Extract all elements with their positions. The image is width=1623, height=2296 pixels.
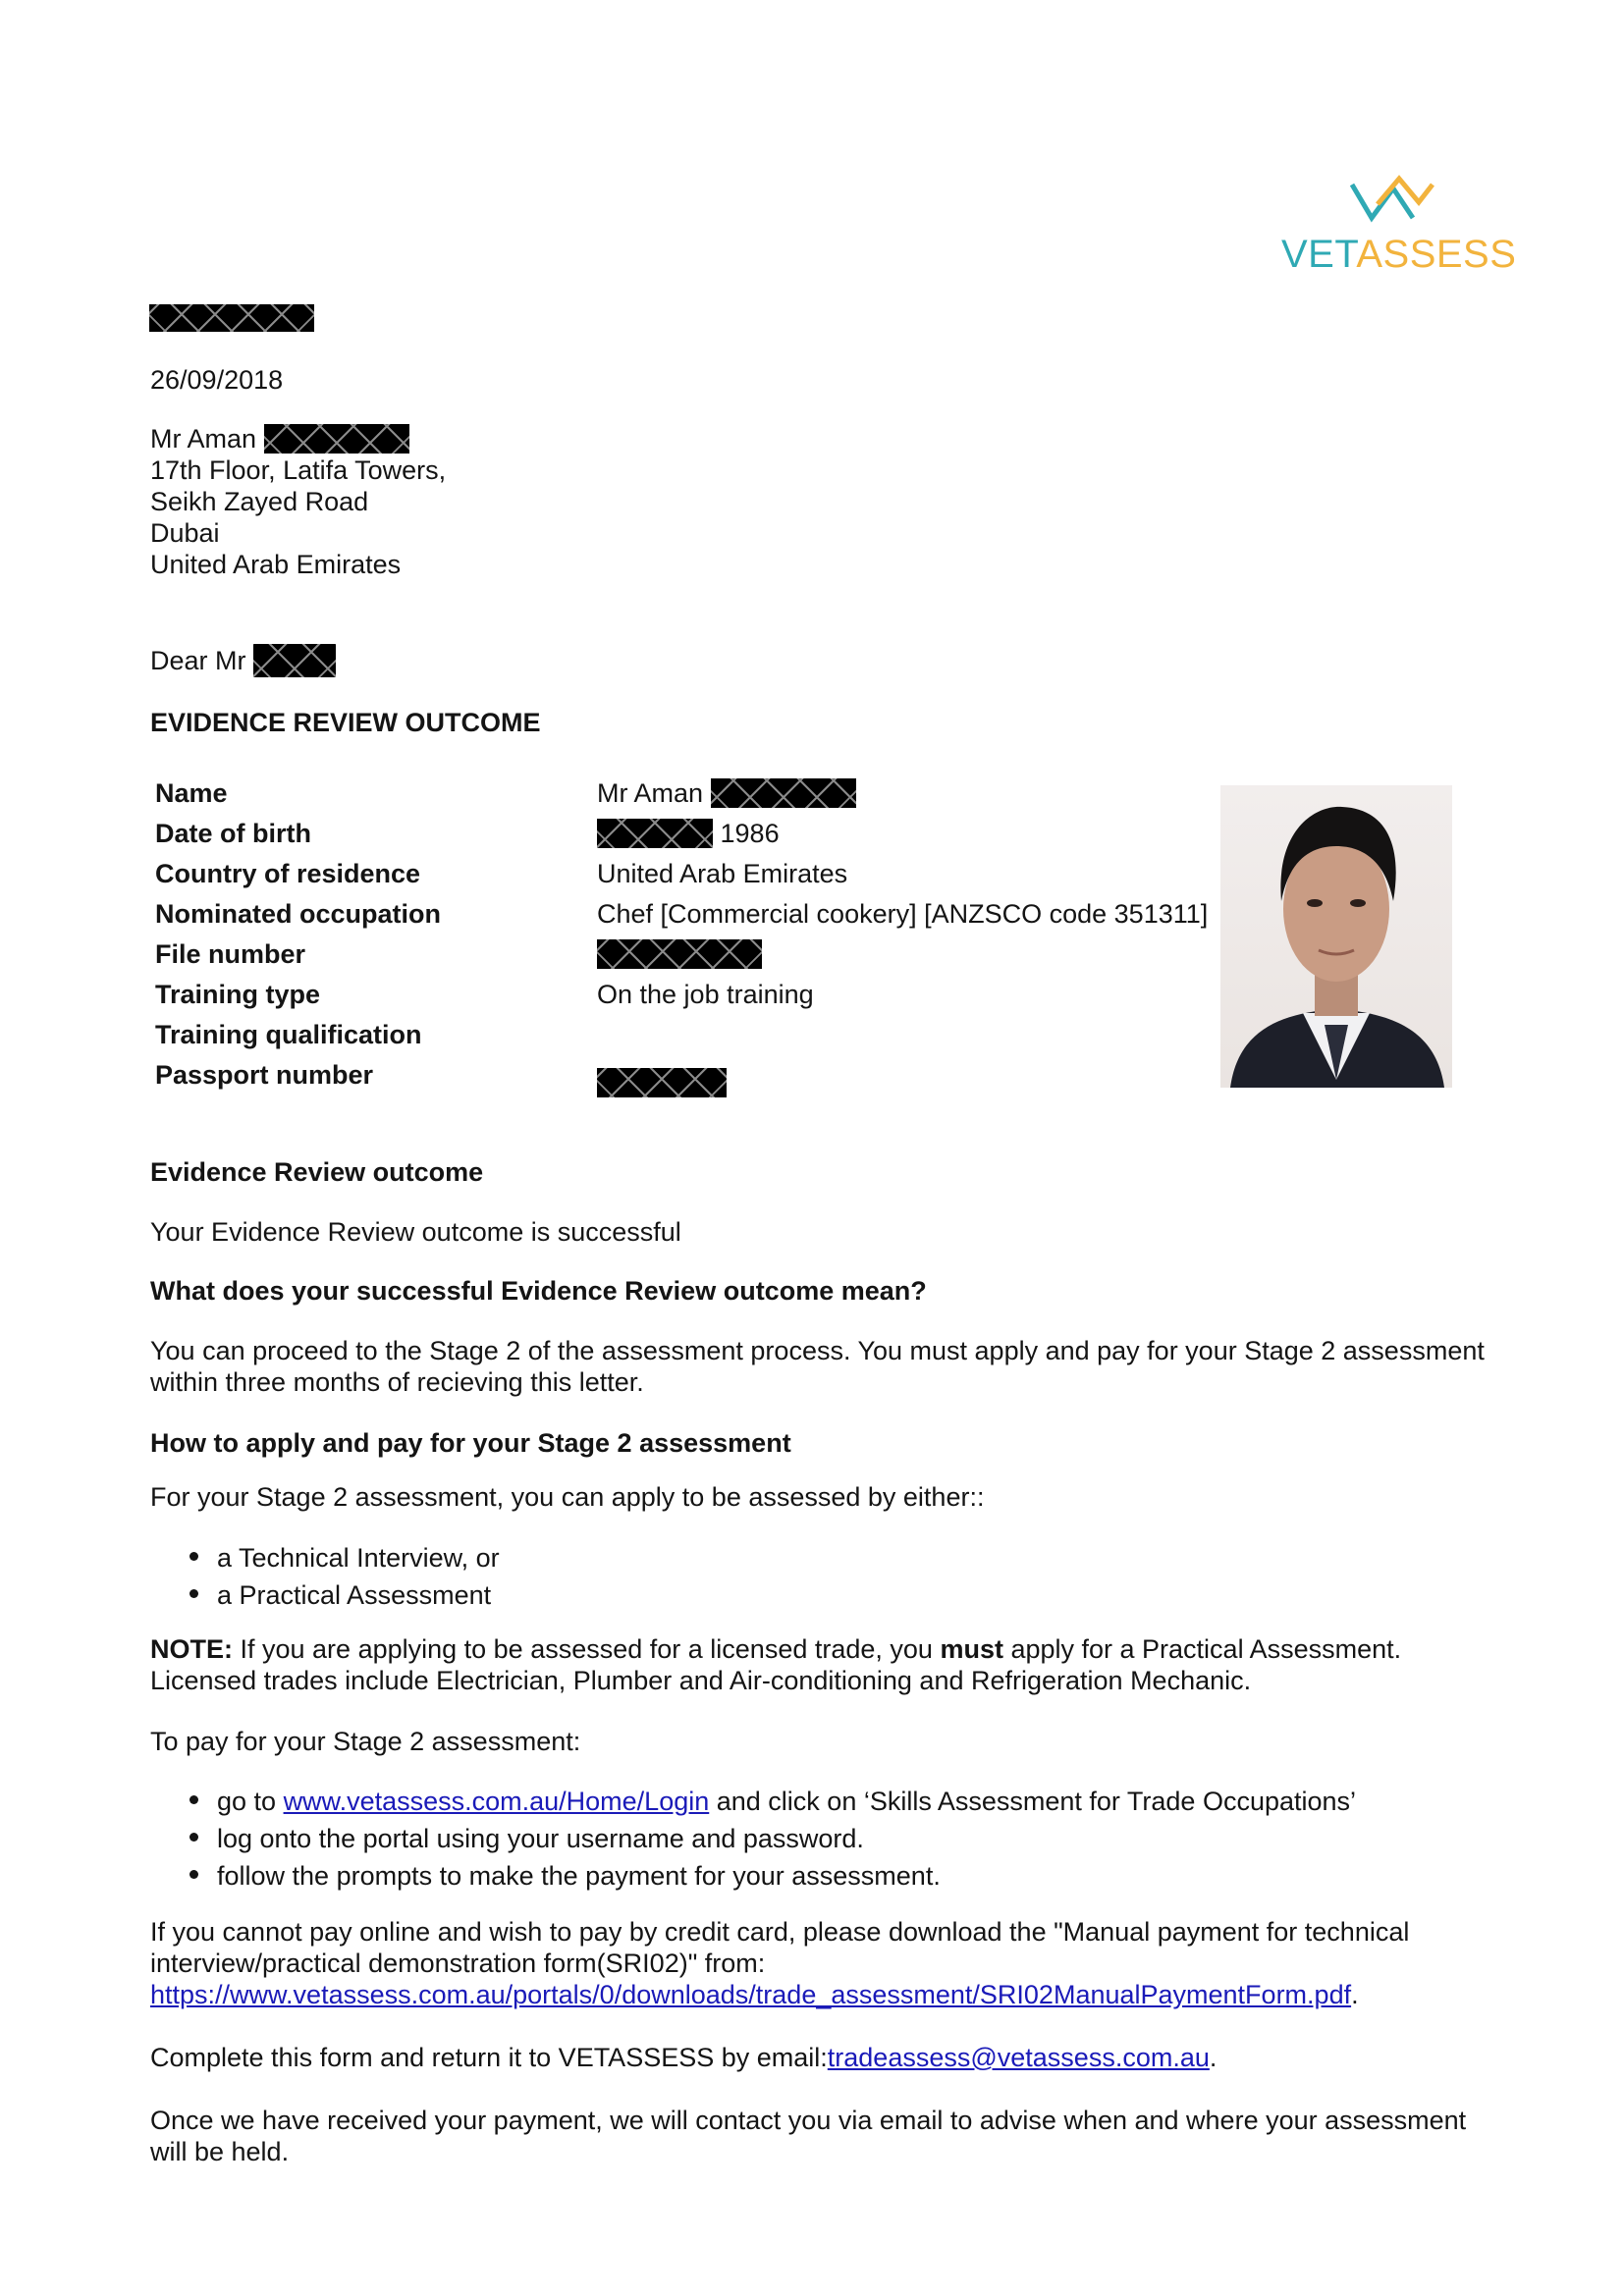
portrait-image xyxy=(1220,785,1452,1088)
redacted-passport-number xyxy=(597,1068,727,1097)
details-value: Chef [Commercial cookery] [ANZSCO code 351311] xyxy=(597,899,1209,929)
details-row xyxy=(155,777,1216,818)
details-value xyxy=(597,818,780,849)
redacted-file-number xyxy=(597,939,762,969)
details-value: On the job training xyxy=(597,980,814,1009)
list-item: log onto the portal using your username and password. xyxy=(150,1820,1356,1857)
address-line: 17th Floor, Latifa Towers, xyxy=(150,455,447,485)
details-row xyxy=(155,898,1216,938)
details-label: File number xyxy=(155,939,306,969)
manual-payment-paragraph: If you cannot pay online and wish to pay by credit card, please download the "Manual payment for technical interview/practical demonstration form(SRI02)" from: https://www.vetassess.com.au/portals/0/downloads/trade_assessment/SRI02ManualPaymentForm.pdf. xyxy=(150,1917,1410,2009)
complete-form-line: Complete this form and return it to VETASSESS by email:tradeassess@vetassess.com.au. xyxy=(150,2043,1217,2072)
details-value-text: Mr Aman xyxy=(597,778,704,808)
logo-text-assess: ASSESS xyxy=(1356,233,1517,276)
manual-payment-text: If you cannot pay online and wish to pay by credit card, please download the "Manual payment for technical interview/practical demonstration form(SRI02)" from: xyxy=(150,1917,1410,1978)
email-link[interactable]: tradeassess@vetassess.com.au xyxy=(827,2043,1210,2072)
details-label: Name xyxy=(155,778,228,808)
list-item xyxy=(150,1783,1356,1820)
details-value-text: 1986 xyxy=(720,819,780,848)
section-title-meaning: What does your successful Evidence Review outcome mean? xyxy=(150,1276,927,1306)
details-row xyxy=(155,979,1216,1019)
vetassess-logo xyxy=(1281,175,1517,283)
login-link[interactable]: www.vetassess.com.au/Home/Login xyxy=(283,1787,710,1816)
closing-paragraph: Once we have received your payment, we will contact you via email to advise when and where your assessment will be held. xyxy=(150,2106,1467,2166)
meaning-paragraph: You can proceed to the Stage 2 of the assessment process. You must apply and pay for your Stage 2 assessment within three months of recieving this letter. xyxy=(150,1336,1485,1397)
details-row xyxy=(155,818,1216,858)
note-emphasis: must xyxy=(940,1634,1003,1664)
redacted-salutation-name xyxy=(253,644,336,677)
details-row xyxy=(155,1059,1216,1099)
logo-wordmark xyxy=(1281,232,1516,277)
details-label: Passport number xyxy=(155,1060,374,1090)
manual-payment-form-link[interactable]: https://www.vetassess.com.au/portals/0/downloads/trade_assessment/SRI02ManualPaymentForm.pdf xyxy=(150,1980,1352,2009)
pay-intro: To pay for your Stage 2 assessment: xyxy=(150,1727,581,1756)
assessment-options-list xyxy=(150,1539,500,1614)
address-line: Dubai xyxy=(150,518,220,548)
redacted-reference xyxy=(149,304,314,332)
complete-form-text: Complete this form and return it to VETASSESS by email: xyxy=(150,2043,828,2072)
step-text: and click on ‘Skills Assessment for Trade Occupations’ xyxy=(709,1787,1357,1816)
salutation xyxy=(150,644,336,677)
details-label: Training qualification xyxy=(155,1020,422,1049)
details-value xyxy=(597,938,762,970)
payment-steps-list xyxy=(150,1783,1356,1895)
section-title-outcome: Evidence Review outcome xyxy=(150,1157,484,1187)
note-text: apply for a Practical Assessment. Licensed trades include Electrician, Plumber and Air-conditioning and Refrigeration Mechanic. xyxy=(150,1634,1402,1695)
note-label: NOTE: xyxy=(150,1634,233,1664)
details-label: Nominated occupation xyxy=(155,899,442,929)
details-label: Country of residence xyxy=(155,859,421,888)
details-value: United Arab Emirates xyxy=(597,859,848,888)
list-item: follow the prompts to make the payment for your assessment. xyxy=(150,1857,1356,1895)
details-row xyxy=(155,938,1216,979)
list-item: a Technical Interview, or xyxy=(150,1539,500,1576)
address-line: United Arab Emirates xyxy=(150,550,402,579)
recipient-name: Mr Aman xyxy=(150,424,257,454)
letter-heading: EVIDENCE REVIEW OUTCOME xyxy=(150,708,541,737)
chevron-mark-icon xyxy=(1348,175,1436,230)
logo-text-vet: VET xyxy=(1281,233,1357,276)
step-text: go to xyxy=(217,1787,284,1816)
details-value xyxy=(597,777,856,809)
letter-date: 26/09/2018 xyxy=(150,365,284,395)
note-paragraph xyxy=(150,1633,1427,1696)
details-value xyxy=(597,1059,727,1097)
recipient-address xyxy=(150,423,446,580)
salutation-text: Dear Mr xyxy=(150,646,246,675)
details-label: Training type xyxy=(155,980,321,1009)
note-text: If you are applying to be assessed for a licensed trade, you xyxy=(233,1634,941,1664)
details-row xyxy=(155,858,1216,898)
outcome-text: Your Evidence Review outcome is successful xyxy=(150,1217,681,1247)
apply-intro: For your Stage 2 assessment, you can apply to be assessed by either:: xyxy=(150,1482,985,1512)
recipient-name-line xyxy=(150,423,446,454)
redacted-surname xyxy=(264,424,409,454)
details-label: Date of birth xyxy=(155,819,311,848)
address-line: Seikh Zayed Road xyxy=(150,487,369,516)
list-item: a Practical Assessment xyxy=(150,1576,500,1614)
section-title-apply: How to apply and pay for your Stage 2 assessment xyxy=(150,1428,791,1458)
redacted-name xyxy=(711,778,856,808)
redacted-birth-day-month xyxy=(597,819,713,848)
applicant-photo xyxy=(1220,785,1452,1088)
details-row xyxy=(155,1019,1216,1059)
